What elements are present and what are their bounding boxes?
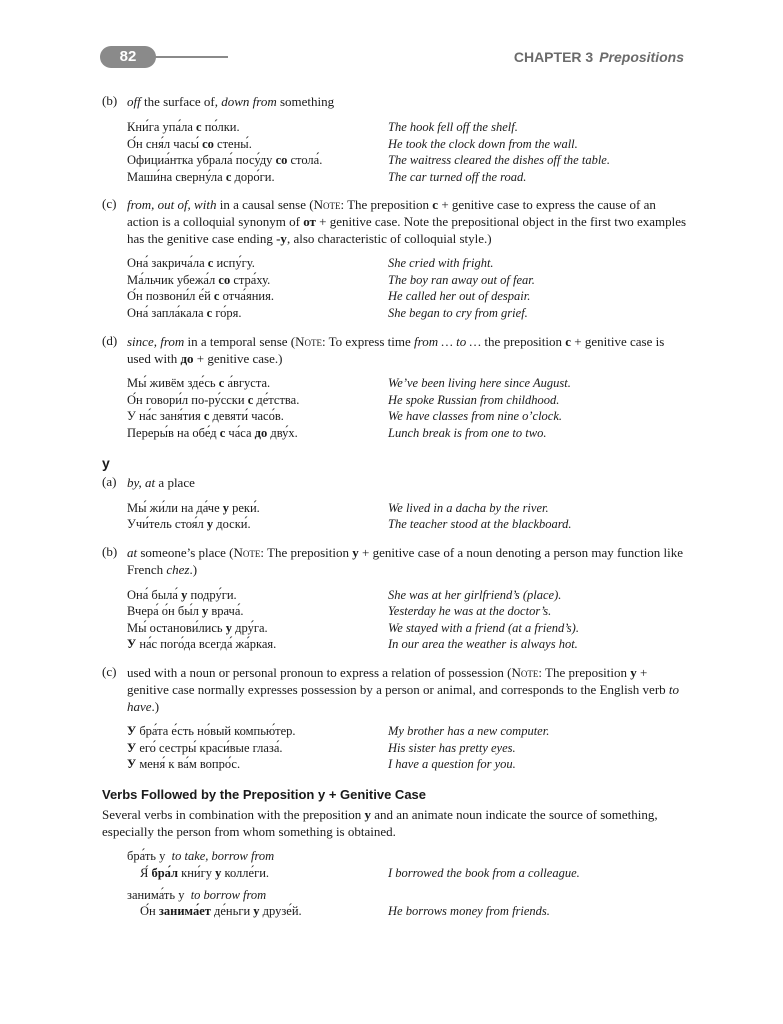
example-ru: Вчера́ о́н бы́л у врача́. — [127, 604, 244, 618]
item-label: (b) — [102, 93, 118, 108]
section-paragraph: Several verbs in combination with the preposition у and an animate noun indicate the source of something, especially the person from whom something is obtained. — [102, 807, 658, 839]
item-description: since, from in a temporal sense (Note: To express time from … to … the preposition с + genitive case is used with до + genitive case.) — [127, 334, 665, 366]
example-ru: Мы́ жи́ли на да́че у реки́. — [127, 501, 260, 515]
example-ru: Она́ была́ у подру́ги. — [127, 588, 237, 602]
example-ru: У бра́та е́сть но́вый компью́тер. — [127, 724, 296, 738]
example-en: I have a question for you. — [388, 757, 516, 771]
example-ru: О́н сня́л часы́ со стены́. — [127, 137, 252, 151]
example-en: The hook fell off the shelf. — [388, 120, 518, 134]
example-en: I borrowed the book from a colleague. — [388, 866, 580, 880]
example-en: We stayed with a friend (at a friend’s). — [388, 621, 579, 635]
example-en: My brother has a new computer. — [388, 724, 550, 738]
preposition-heading: у — [102, 455, 110, 471]
example-ru: У меня́ к ва́м вопро́с. — [127, 757, 241, 771]
example-ru: Я́ бра́л кни́гу у колле́ги. — [140, 866, 270, 880]
example-ru: Она́ запла́кала с го́ря. — [127, 306, 242, 320]
example-ru: Ма́льчик убежа́л со стра́ху. — [127, 273, 271, 287]
example-ru: Официа́нтка убрала́ посу́ду со стола́. — [127, 153, 323, 167]
example-ru: О́н говори́л по-ру́сски с де́тства. — [127, 393, 300, 407]
example-en: He called her out of despair. — [388, 289, 531, 303]
example-ru: Она́ закрича́ла с испу́гу. — [127, 256, 255, 270]
example-ru: О́н занима́ет де́ньги у друзе́й. — [140, 904, 302, 918]
example-en: Yesterday he was at the doctor’s. — [388, 604, 552, 618]
verb-entry: занима́ть у to borrow from — [127, 888, 267, 902]
item-label: (c) — [102, 196, 117, 211]
item-description: at someone’s place (Note: The preposition у + genitive case of a noun denoting a person may function like French chez.) — [127, 545, 684, 577]
example-en: She began to cry from grief. — [388, 306, 528, 320]
chapter-header — [514, 49, 684, 65]
example-en: She cried with fright. — [388, 256, 494, 270]
example-en: The waitress cleared the dishes off the table. — [388, 153, 610, 167]
chapter-title: Prepositions — [599, 49, 684, 65]
example-ru: У на́с заня́тия с девяти́ часо́в. — [127, 409, 284, 423]
example-en: Lunch break is from one to two. — [388, 426, 547, 440]
example-ru: У на́с пого́да всегда́ жа́ркая. — [127, 637, 277, 651]
example-en: He took the clock down from the wall. — [388, 137, 578, 151]
example-ru: Мы́ останови́лись у дру́га. — [127, 621, 268, 635]
page-number: 82 — [100, 46, 156, 68]
example-ru: Кни́га упа́ла с по́лки. — [127, 120, 240, 134]
item-description: used with a noun or personal pronoun to express a relation of possession (Note: The preposition у + genitive case normally expresses possession by a person or animal, and corresponds to the English verb to have.) — [127, 665, 680, 714]
header-rule — [150, 56, 228, 58]
item-label: (a) — [102, 474, 117, 489]
chapter-label: CHAPTER 3 — [513, 49, 594, 65]
example-en: In our area the weather is always hot. — [388, 637, 578, 651]
item-description: off the surface of, down from something — [127, 94, 335, 109]
item-description: by, at a place — [127, 475, 195, 490]
example-en: The boy ran away out of fear. — [388, 273, 535, 287]
example-en: We’ve been living here since August. — [388, 376, 571, 390]
example-en: His sister has pretty eyes. — [388, 741, 516, 755]
item-description: from, out of, with in a causal sense (Note: The preposition с + genitive case to express the cause of an action is a colloquial synonym of от + genitive case. Note the prepositional object in the first two examples has the genitive case ending -у, also characteristic of colloquial style.) — [127, 197, 687, 246]
example-en: She was at her girlfriend’s (place). — [388, 588, 562, 602]
item-label: (c) — [102, 664, 117, 679]
section-title: Verbs Followed by the Preposition у + Genitive Case — [102, 787, 427, 802]
example-ru: Мы́ живём зде́сь с а́вгуста. — [127, 376, 271, 390]
example-en: The car turned off the road. — [388, 170, 527, 184]
verb-entry: бра́ть у to take, borrow from — [127, 849, 275, 863]
example-ru: Переры́в на обе́д с ча́са до дву́х. — [127, 426, 298, 440]
example-en: He borrows money from friends. — [388, 904, 550, 918]
example-ru: Маши́на сверну́ла с доро́ги. — [127, 170, 275, 184]
example-ru: О́н позвони́л е́й с отча́яния. — [127, 289, 274, 303]
item-label: (b) — [102, 544, 118, 559]
example-en: He spoke Russian from childhood. — [388, 393, 560, 407]
example-ru: Учи́тель стоя́л у доски́. — [127, 517, 251, 531]
example-ru: У его́ сестры́ краси́вые глаза́. — [127, 741, 283, 755]
example-en: We have classes from nine o’clock. — [388, 409, 563, 423]
example-en: The teacher stood at the blackboard. — [388, 517, 572, 531]
example-en: We lived in a dacha by the river. — [388, 501, 549, 515]
item-label: (d) — [102, 333, 118, 348]
